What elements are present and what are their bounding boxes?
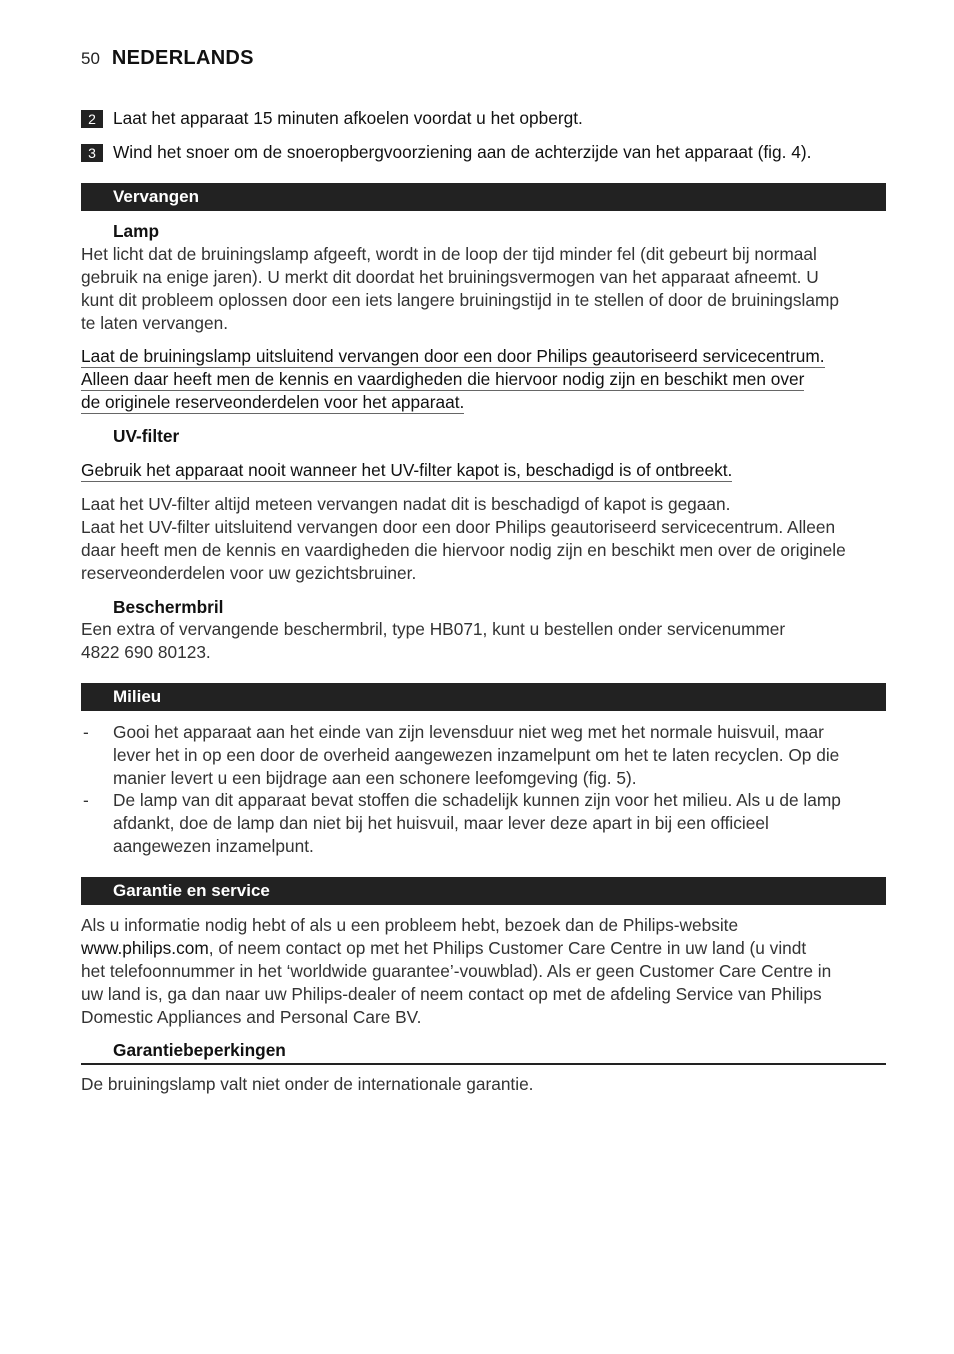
step-text: Laat het apparaat 15 minuten afkoelen voordat u het opbergt.: [113, 108, 583, 128]
text-line: 4822 690 80123.: [81, 642, 211, 662]
text-line: uw land is, ga dan naar uw Philips-dealer of neem contact op met de afdeling Service van Philips: [81, 984, 822, 1004]
step-text: Wind het snoer om de snoeropbergvoorziening aan de achterzijde van het apparaat (fig. 4).: [113, 142, 812, 162]
step-item: [81, 107, 887, 130]
text-line: te laten vervangen.: [81, 313, 228, 333]
text-line: Als u informatie nodig hebt of als u een probleem hebt, bezoek dan de Philips-website: [81, 915, 739, 935]
paragraph-uv-filter: [81, 493, 887, 585]
section-title: Garantie en service: [113, 881, 270, 900]
page-language-title: NEDERLANDS: [111, 47, 254, 69]
warning-line: de originele reserveonderdelen voor het apparaat.: [81, 392, 465, 412]
text-line: reserveonderdelen voor uw gezichtsbruiner.: [81, 563, 417, 583]
paragraph-garantie: [81, 914, 887, 1029]
step-item: [81, 141, 887, 164]
text-line: Laat het UV-filter uitsluitend vervangen door een door Philips geautoriseerd servicecentrum. Alleen: [81, 517, 836, 537]
subheading-garantiebeperkingen: Garantiebeperkingen: [113, 1040, 286, 1060]
bullet-dash: -: [83, 790, 89, 810]
paragraph-lamp: [81, 243, 887, 335]
section-header-vervangen: [81, 183, 886, 211]
text-line: manier levert u een bijdrage aan een schonere leefomgeving (fig. 5).: [113, 768, 637, 788]
text-line: aangewezen inzamelpunt.: [113, 836, 314, 856]
text-line: Laat het UV-filter altijd meteen vervangen nadat dit is beschadigd of kapot is gegaan.: [81, 494, 731, 514]
text-line: Het licht dat de bruiningslamp afgeeft, wordt in de loop der tijd minder fel (dit gebeurt bij normaal: [81, 244, 817, 264]
subheading-uv-filter: UV-filter: [113, 426, 180, 446]
warning-line: Alleen daar heeft men de kennis en vaardigheden die hiervoor nodig zijn en beschikt men over: [81, 369, 805, 389]
text-line: kunt dit probleem oplossen door een iets langere bruiningstijd in te stellen of door de bruiningslamp: [81, 290, 839, 310]
list-item: [81, 721, 887, 790]
section-title: Milieu: [113, 687, 162, 706]
warning-line: Gebruik het apparaat nooit wanneer het UV-filter kapot is, beschadigd is of ontbreekt.: [81, 460, 733, 480]
text-line: Een extra of vervangende beschermbril, type HB071, kunt u bestellen onder servicenummer: [81, 619, 786, 639]
text-line: [81, 937, 887, 960]
text-line: lever het in op een door de overheid aangewezen inzamelpunt om het te laten recyclen. Op die: [113, 745, 840, 765]
text-line: De bruiningslamp valt niet onder de internationale garantie.: [81, 1074, 534, 1094]
section-title: Vervangen: [113, 187, 199, 206]
step-number: 2: [81, 110, 103, 128]
text-line: afdankt, doe de lamp dan niet bij het huisvuil, maar lever deze apart in bij een officieel: [113, 813, 769, 833]
text-line: Gooi het apparaat aan het einde van zijn levensduur niet weg met het normale huisvuil, maar: [113, 722, 824, 742]
list-item: [81, 789, 887, 858]
warning-line: Laat de bruiningslamp uitsluitend vervangen door een door Philips geautoriseerd servicecentrum.: [81, 346, 825, 366]
text-line: daar heeft men de kennis en vaardigheden die hiervoor nodig zijn en beschikt men over de originele: [81, 540, 846, 560]
paragraph-beschermbril: [81, 618, 887, 664]
text-segment: , of neem contact op met het Philips Customer Care Centre in uw land (u vindt: [208, 938, 807, 958]
page-number: 50: [81, 49, 100, 68]
subheading-beschermbril: Beschermbril: [113, 597, 224, 617]
subheading-lamp: Lamp: [113, 221, 160, 241]
website-link[interactable]: www.philips.com: [81, 938, 209, 958]
step-number: 3: [81, 144, 103, 162]
divider: [81, 1063, 886, 1065]
text-line: De lamp van dit apparaat bevat stoffen die schadelijk kunnen zijn voor het milieu. Als u de lamp: [113, 790, 841, 810]
text-line: Domestic Appliances and Personal Care BV.: [81, 1007, 422, 1027]
bullet-dash: -: [83, 722, 89, 742]
text-line: gebruik na enige jaren). U merkt dit doordat het bruiningsvermogen van het apparaat afneemt. U: [81, 267, 819, 287]
warning-uv-filter: [81, 459, 732, 482]
warning-lamp: [81, 345, 825, 414]
text-line: het telefoonnummer in het ‘worldwide guarantee’-vouwblad). Als er geen Customer Care Centre in: [81, 961, 832, 981]
paragraph-garantiebeperkingen: [81, 1073, 887, 1096]
section-header-garantie: [81, 877, 886, 905]
section-header-milieu: [81, 683, 886, 711]
page-header: [81, 47, 254, 75]
